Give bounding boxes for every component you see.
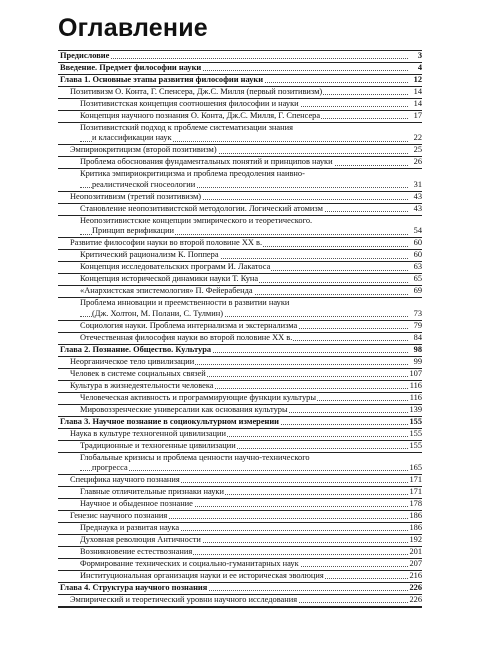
toc-entry-line [80,547,422,557]
toc-entry-line [60,345,422,355]
toc-entry-title: Культура в жизнедеятельности человека [70,380,214,390]
toc-page-number: 22 [413,133,422,143]
toc-entry [58,381,422,393]
toc-entry-title: Научное и обыденное познание [80,499,193,508]
toc-entry-line [80,216,422,226]
toc-page-number: 63 [413,262,422,272]
toc-page-number: 4 [417,63,422,72]
toc-entry-line [80,463,422,473]
toc-entry-line [80,523,422,533]
toc-page-number: 186 [409,511,422,520]
toc-page-number: 171 [409,475,422,484]
toc-entry-line [80,169,422,179]
toc-entry-line [80,133,422,143]
toc-entry-title: Позитивизм О. Конта, Г. Спенсера, Дж.С. Милля (первый позитивизм) [70,87,323,96]
toc-entry [58,87,422,99]
toc-page-number: 60 [413,238,422,248]
toc-entry-title: Проблема обоснования фундаментальных понятий и принципов науки [80,157,333,167]
toc-entry-line [70,357,422,367]
toc-entry-title: Генезис научного познания [70,511,168,520]
toc-entry [58,535,422,547]
toc-page-number: 26 [413,157,422,167]
toc-entry-line [80,321,422,331]
toc-page-number: 155 [409,428,422,438]
toc-page-number: 65 [413,274,422,284]
toc-entry-line [60,417,422,427]
toc-chapter-entry [58,345,422,357]
toc-entry-title: Введение. Предмет философии науки [60,63,202,72]
toc-entry-title: Становление неопозитивистской методологии. Логический атомизм [80,203,323,213]
toc-entry [58,123,422,145]
toc-entry [58,216,422,238]
toc-entry-title: Проблема инновации и преемственности в развитии науки [80,298,290,308]
toc-entry-title: Критический рационализм К. Поппера [80,250,219,260]
toc-page-number: 73 [413,308,422,318]
toc-entry [58,595,422,607]
toc-entry-title: Глобальные кризисы и проблема ценности научно-технического [80,452,310,462]
toc-entry-title: Концепция научного познания О. Конта, Дж.С. Милля, Г. Спенсера [80,111,321,120]
toc-entry [58,487,422,499]
toc-entry-title: Неорганическое тело цивилизации [70,356,195,366]
toc-entry [58,499,422,511]
toc-entry-title: Эмпирический и теоретический уровни научного исследования [70,595,298,604]
toc-entry-title: Духовная революция Античности [80,535,201,544]
toc-entry-title: Отечественная философия науки во второй половине XX в. [80,332,293,342]
toc-entry-title: «Анархистская эпистемология» П. Фейерабенда [80,286,253,296]
toc-entry [58,286,422,298]
toc-entry-line [80,250,422,260]
toc-entry [58,405,422,417]
toc-entry-title: Преднаука и развитая наука [80,523,180,532]
toc-entry-title: Глава 1. Основные этапы развития философии науки [60,75,264,84]
toc-page-number: 226 [409,583,422,592]
toc-entry-line [80,499,422,509]
toc-entry-line [80,393,422,403]
toc-entry-line [80,262,422,272]
toc-entry-title: Главные отличительные признаки науки [80,487,224,496]
toc-entry-line [80,487,422,497]
toc-entry-line [70,595,422,605]
toc-entry-title: реалистической гносеологии [92,179,196,189]
toc-entry-title: Позитивистская концепция соотношения философии и науки [80,99,299,108]
toc-entry [58,321,422,333]
toc-entry-line [60,583,422,593]
toc-entry-line [80,535,422,545]
toc-chapter-entry [58,583,422,595]
toc-page-number: 3 [417,51,422,60]
toc-entry-line [80,405,422,415]
toc-entry [58,250,422,262]
toc-entry [58,145,422,157]
toc-page-number: 79 [413,320,422,330]
toc-entry [58,274,422,286]
toc-entry-title: (Дж. Холтон, М. Полани, С. Тулмин) [92,308,223,318]
toc-entry [58,157,422,169]
toc-chapter-entry [58,75,422,87]
toc-entry-title: и классификации наук [92,133,172,143]
toc-entry-title: Концепция исследовательских программ И. Лакатоса [80,262,271,272]
toc-entry-line [80,274,422,284]
toc-entry [58,333,422,345]
toc-entry-title: Глава 2. Познание. Общество. Культура [60,344,212,354]
toc-entry-line [70,145,422,155]
toc-entry [58,169,422,191]
toc-entry [58,262,422,274]
toc-entry [58,547,422,559]
toc-entry-line [80,111,422,121]
toc-entry-line [70,369,422,379]
toc-entry [58,369,422,381]
toc-entry [58,523,422,535]
toc-entry-line [70,238,422,248]
toc-entry-title: Наука в культуре техногенной цивилизации [70,428,226,438]
toc-entry-line [70,192,422,202]
toc-page-number: 116 [409,380,422,390]
toc-entry-title: Человеческая активность и программирующие функции культуры [80,392,316,402]
toc-entry-title: Критика эмпириокритицизма и проблема преодоления наивно- [80,169,305,179]
toc-page-number: 116 [409,392,422,402]
toc-entry [58,475,422,487]
toc-entry-title: Институциональная организация науки и ее историческая эволюция [80,571,324,580]
toc-entry [58,559,422,571]
toc-entry-title: Глава 3. Научное познание в социокультурном измерении [60,416,280,426]
toc-page-number: 155 [409,416,422,426]
toc-entry [58,192,422,204]
toc-page-number: 155 [409,440,422,450]
toc-entry-line [80,99,422,109]
toc-entry-line [70,87,422,97]
toc-entry [58,357,422,369]
toc-entry-line [80,441,422,451]
toc-page-number: 54 [413,226,422,236]
toc-entry-line [60,75,422,85]
toc-entry-title: Специфика научного познания [70,475,180,484]
toc-page-number: 17 [413,111,422,120]
toc-entry [58,298,422,320]
toc-entry-line [80,309,422,319]
toc-entry-line [70,381,422,391]
toc-entry-line [80,226,422,236]
toc-entry-line [80,286,422,296]
toc-entry-title: Эмпириокритицизм (второй позитивизм) [70,145,217,155]
toc-entry [58,429,422,441]
toc-entry [58,204,422,216]
toc-entry-line [80,298,422,308]
dot-leader [80,470,408,471]
toc-entry-line [80,333,422,343]
toc-entry [58,99,422,111]
toc-page-number: 186 [409,523,422,532]
toc-page-number: 226 [409,595,422,604]
dot-leader [60,58,408,59]
toc-page-number: 165 [409,462,422,472]
toc-page-number: 14 [413,87,422,96]
toc-entry-title: прогресса [92,462,128,472]
toc-entry-title: Принцип верификации [92,226,175,236]
toc-page-number: 31 [413,179,422,189]
toc-page-number: 201 [409,547,422,556]
toc-entry [58,111,422,123]
toc-page-number: 25 [413,145,422,155]
toc-entry-title: Концепция исторической динамики науки Т. Куна [80,274,259,284]
toc-entry [58,238,422,250]
toc-page-number: 69 [413,286,422,296]
toc-entry-line [70,511,422,521]
toc-page-number: 171 [409,487,422,496]
toc-entry-line [80,204,422,214]
toc-page-number: 178 [409,499,422,508]
toc-entry-title: Традиционные и техногенные цивилизации [80,440,236,450]
toc-page-number: 107 [409,368,422,378]
toc-page-number: 12 [413,75,422,84]
toc-entry [58,441,422,453]
toc-page-number: 192 [409,535,422,544]
toc-entry-line [80,571,422,581]
toc-entry-line [60,51,422,61]
toc-page-number: 139 [409,404,422,414]
toc-entry-line [80,123,422,133]
toc-entry-title: Глава 4. Структура научного познания [60,583,208,592]
toc-entry-line [80,180,422,190]
toc-entry [58,453,422,475]
toc-entry-line [70,475,422,485]
page-title: Оглавление [58,14,208,42]
toc-entry-title: Позитивистский подход к проблеме систематизации знания [80,123,293,132]
toc-chapter-entry [58,417,422,429]
toc-entry-title: Человек в системе социальных связей [70,368,206,378]
toc-entry-line [80,157,422,167]
toc-entry-title: Формирование технических и социально-гуманитарных наук [80,559,299,568]
toc-page-number: 43 [413,203,422,213]
toc-chapter-entry [58,51,422,63]
toc-page-number: 99 [413,356,422,366]
toc-entry-title: Предисловие [60,51,110,60]
toc-entry-line [80,559,422,569]
toc-page-number: 216 [409,571,422,580]
toc-entry-title: Мировоззренческие универсалии как основания культуры [80,404,288,414]
toc-page-number: 14 [413,99,422,108]
toc-entry-line [80,453,422,463]
toc-page-number: 207 [409,559,422,568]
toc-entry [58,571,422,583]
toc-entry-line [60,63,422,73]
toc-entry-title: Социология науки. Проблема интернализма и экстернализма [80,320,298,330]
toc-entry-line [70,429,422,439]
toc-table [58,50,422,608]
toc-page-number: 98 [413,344,422,354]
toc-chapter-entry [58,63,422,75]
toc-page-number: 60 [413,250,422,260]
toc-entry-title: Неопозитивизм (третий позитивизм) [70,191,202,201]
toc-entry-title: Возникновение естествознания [80,547,193,556]
toc-entry [58,393,422,405]
toc-page-number: 84 [413,332,422,342]
toc-page-number: 43 [413,191,422,201]
toc-entry-title: Неопозитивистские концепции эмпирического и теоретического. [80,215,313,225]
toc-entry [58,511,422,523]
toc-entry-title: Развитие философии науки во второй половине XX в. [70,238,263,248]
